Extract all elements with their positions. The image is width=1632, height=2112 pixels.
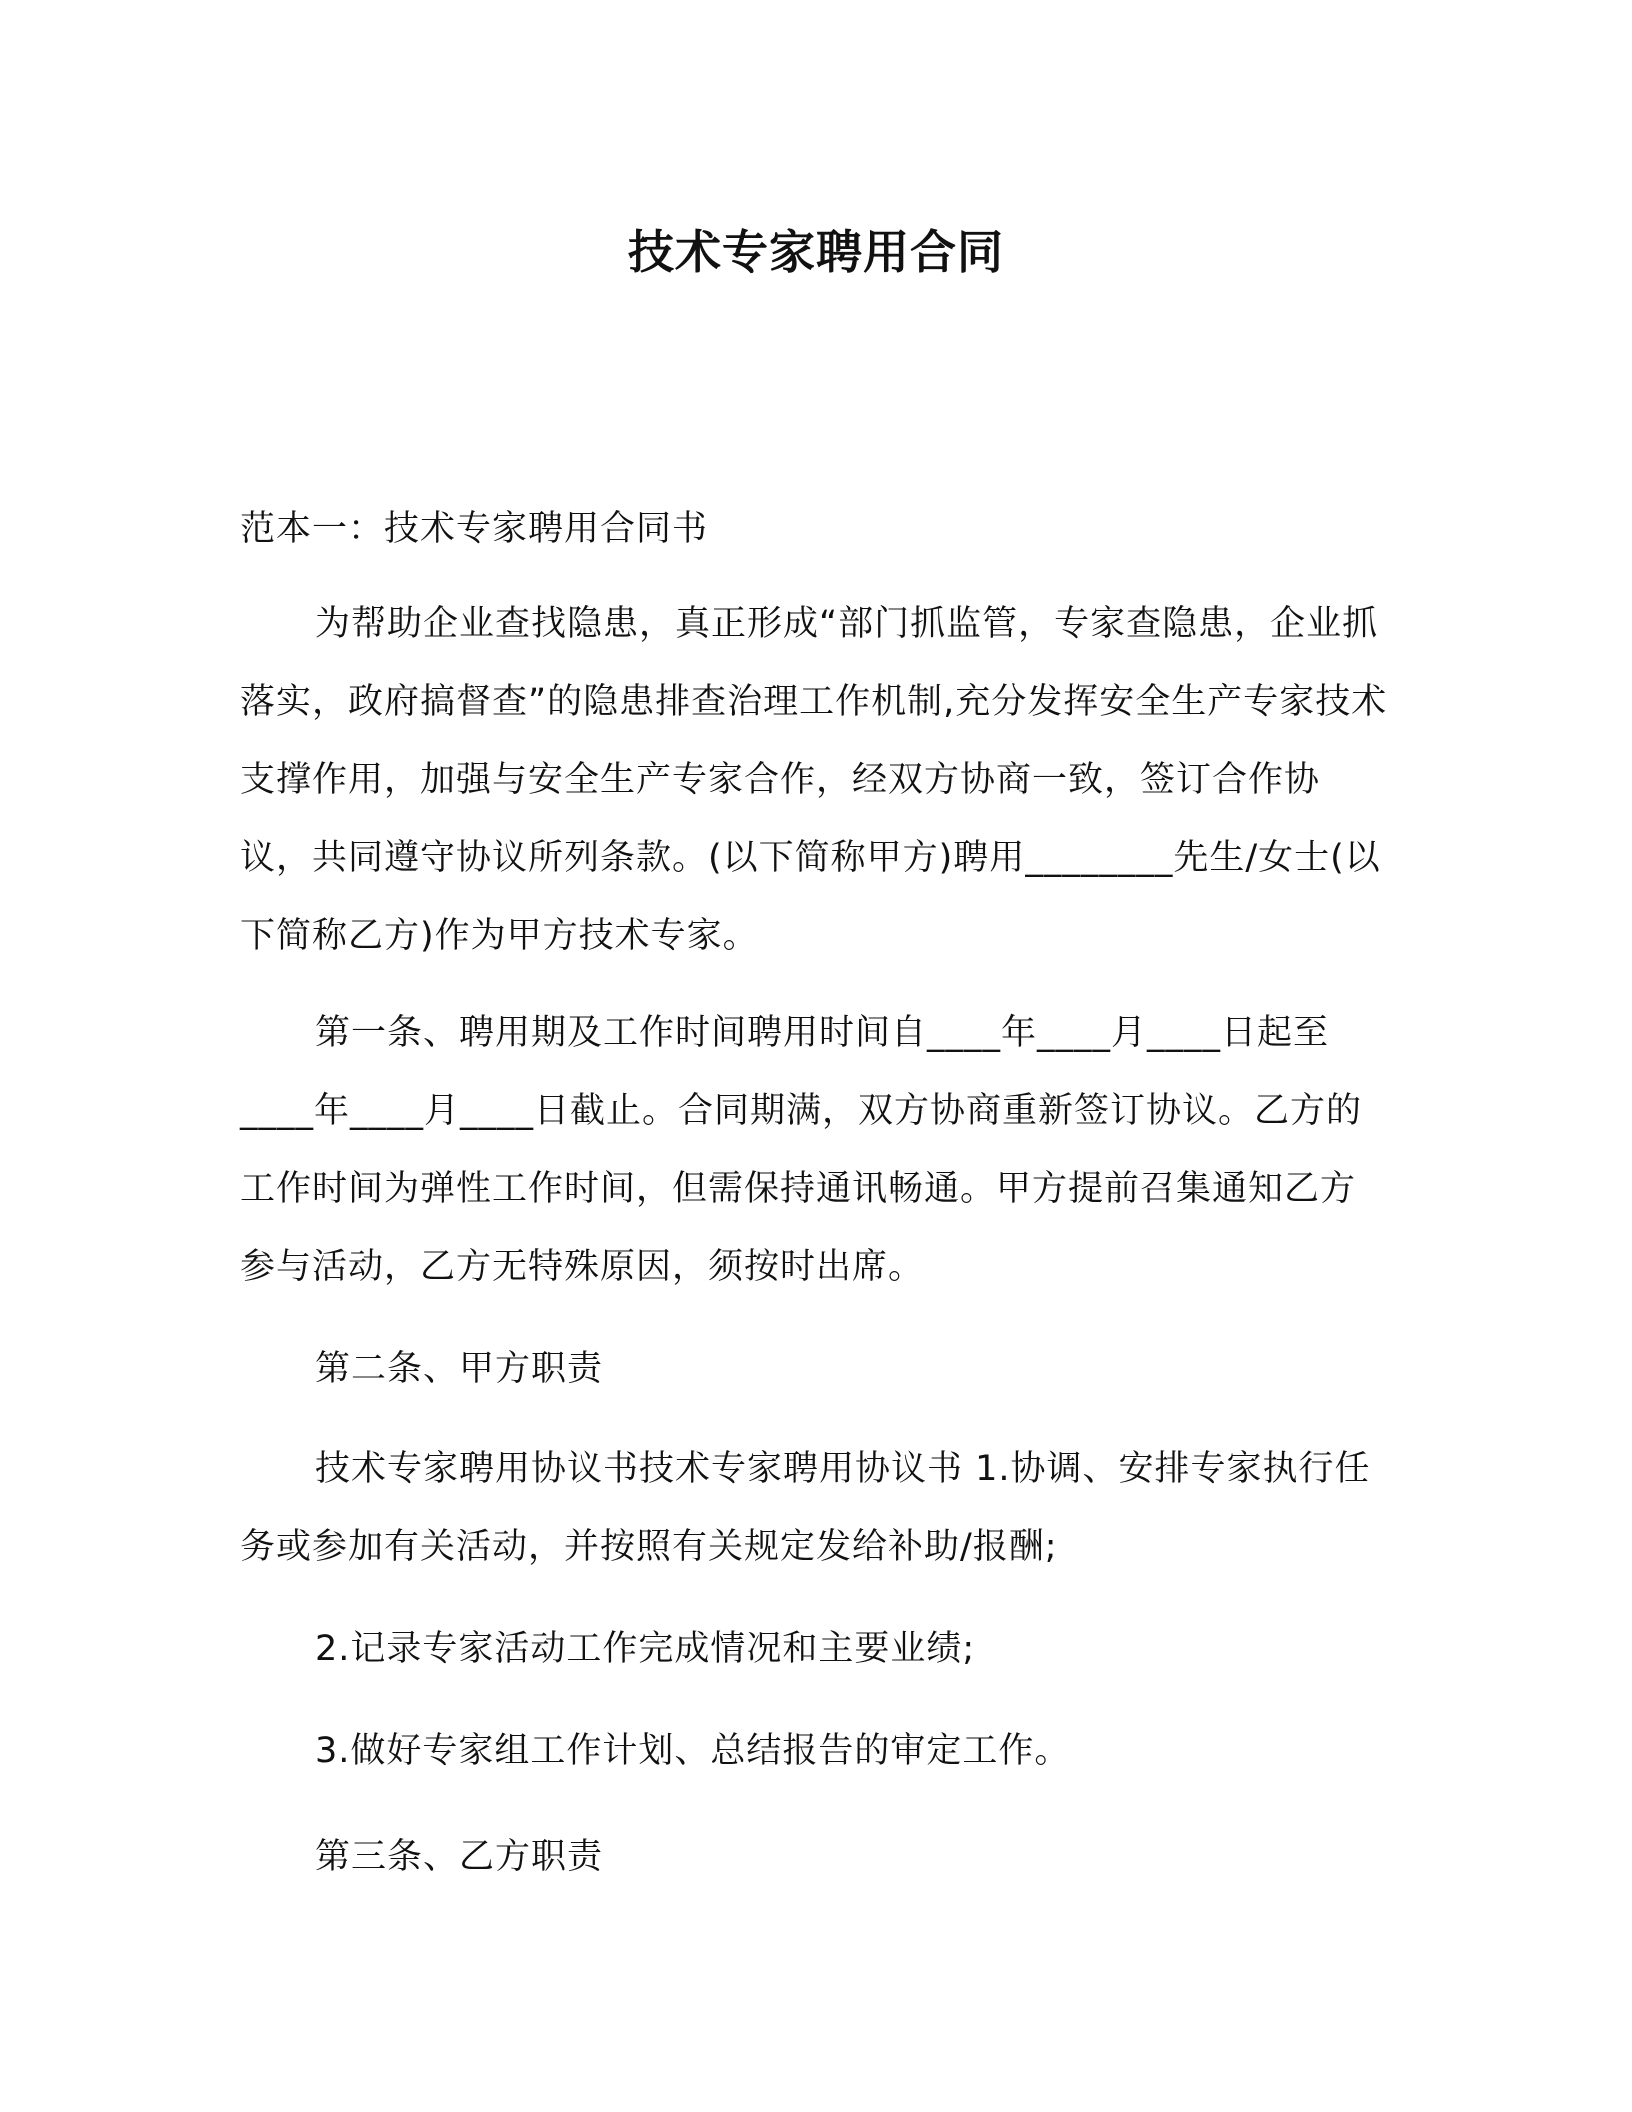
label-year: 年	[1001, 1013, 1038, 1053]
blank-start-year: ____	[927, 1013, 1002, 1053]
article2-item3: 3.做好专家组工作计划、总结报告的审定工作。	[315, 1731, 1071, 1771]
article2-item1: 技术专家聘用协议书技术专家聘用协议书 1.协调、安排专家执行任务或参加有关活动，并按照有关规定发给补助/报酬;	[240, 1449, 1371, 1567]
blank-start-month: ____	[1037, 1013, 1112, 1053]
intro-text: 为帮助企业查找隐患，真正形成“部门抓监管，专家查隐患，企业抓落实，政府搞督查”的隐患排查治理工作机制,充分发挥安全生产专家技术支撑作用，加强与安全生产专家合作，经双方协商一致，签订合作协议，共同遵守协议所列条款。(以下简称甲方)聘用	[240, 604, 1388, 878]
label-day-to: 日截止。	[534, 1091, 679, 1131]
document-title: 技术专家聘用合同	[628, 225, 1004, 279]
blank-end-year: ____	[240, 1091, 314, 1131]
article1-paragraph	[240, 994, 1390, 1306]
intro-paragraph	[240, 585, 1390, 975]
label-year-end: 年	[314, 1091, 351, 1131]
blank-end-month: ____	[350, 1091, 425, 1131]
label-day-from: 日起至	[1221, 1013, 1330, 1053]
label-month: 月	[1111, 1013, 1148, 1053]
article2-item2: 2.记录专家活动工作完成情况和主要业绩;	[315, 1629, 976, 1669]
article1-tail: 合同期满，双方协商重新签订协议。乙方的工作时间为弹性工作时间，但需保持通讯畅通。甲方提前召集通知乙方参与活动，乙方无特殊原因，须按时出席。	[240, 1091, 1363, 1287]
label-month-end: 月	[424, 1091, 461, 1131]
blank-end-day: ____	[460, 1091, 535, 1131]
intro-tail: 先生/女士(以下简称乙方)作为甲方技术专家。	[240, 838, 1381, 956]
blank-start-day: ____	[1147, 1013, 1222, 1053]
document-subtitle: 范本一：技术专家聘用合同书	[240, 509, 709, 549]
article2-heading: 第二条、甲方职责	[315, 1349, 604, 1389]
intro-blank: ________	[1025, 838, 1174, 878]
article1-lead: 第一条、聘用期及工作时间聘用时间自	[315, 1013, 928, 1053]
article3-heading: 第三条、乙方职责	[315, 1837, 604, 1877]
